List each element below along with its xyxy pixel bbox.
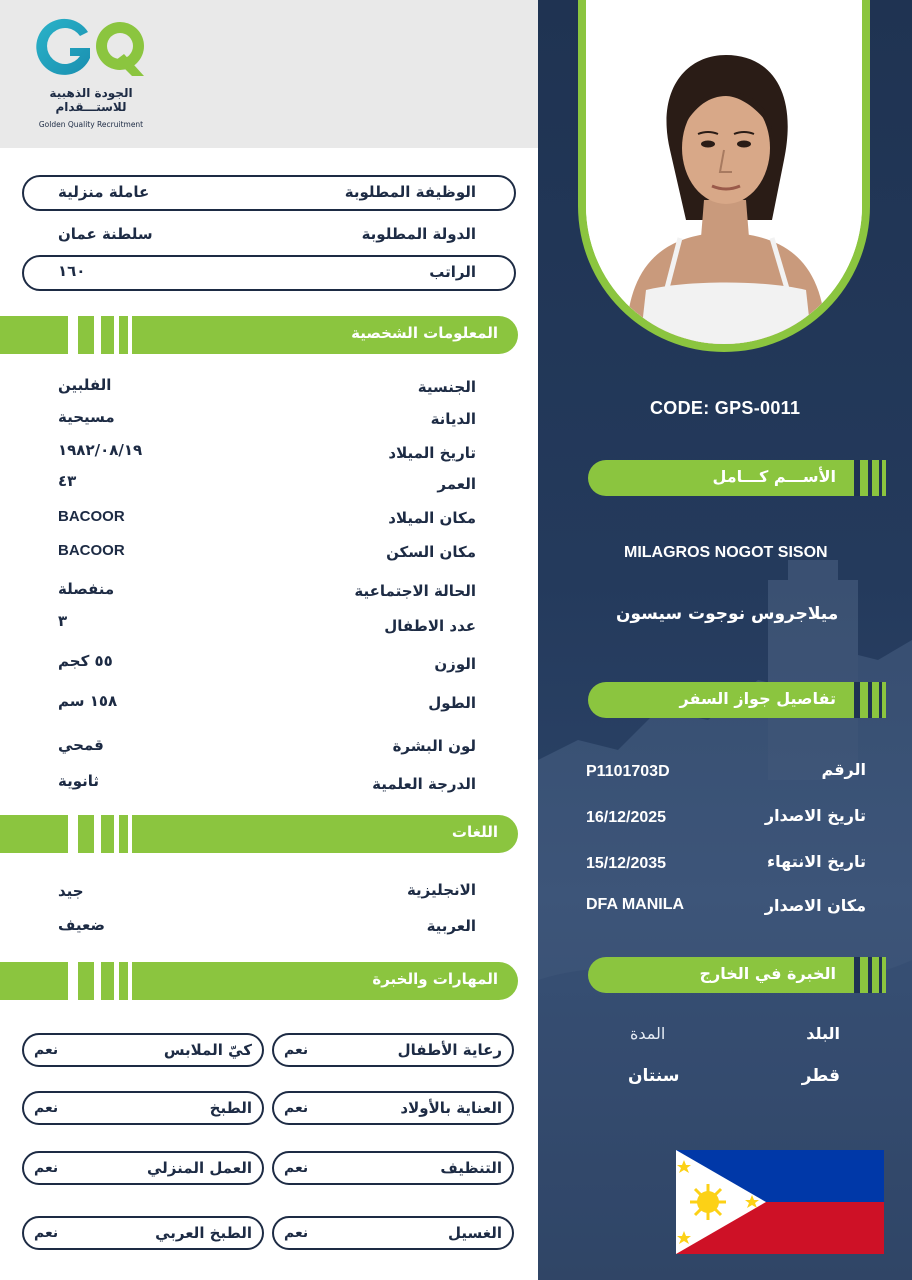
candidate-name-english: MILAGROS NOGOT SISON xyxy=(624,544,828,561)
job-country-label: الدولة المطلوبة xyxy=(361,225,476,243)
skill-value: نعم xyxy=(34,1100,59,1116)
skill-value: نعم xyxy=(34,1042,59,1058)
personal-info-header xyxy=(0,316,518,354)
experience-country-header: البلد xyxy=(806,1024,840,1043)
candidate-name-arabic: ميلاجروس نوجوت سيسون xyxy=(616,604,839,624)
age-value: ٤٣ xyxy=(58,472,77,490)
weight-value: ٥٥ كجم xyxy=(58,652,113,670)
dob-value: ١٩٨٢/٠٨/١٩ xyxy=(58,441,143,459)
skill-name: الطبخ العربي xyxy=(155,1224,252,1242)
skill-name: التنظيف xyxy=(440,1159,502,1177)
job-position-label: الوظيفة المطلوبة xyxy=(344,183,476,201)
experience-duration-header: المدة xyxy=(630,1024,666,1043)
passport-issue-label: تاريخ الاصدار xyxy=(764,806,866,825)
personal-info-title: المعلومات الشخصية xyxy=(351,324,498,342)
skill-item xyxy=(22,1033,264,1067)
nationality-label: الجنسية xyxy=(417,378,476,396)
marital-status-label: الحالة الاجتماعية xyxy=(354,582,476,600)
passport-expiry-value: 15/12/2035 xyxy=(586,855,667,872)
passport-number-label: الرقم xyxy=(821,760,866,779)
religion-label: الديانة xyxy=(430,410,476,428)
residence-value: BACOOR xyxy=(58,542,125,559)
candidate-photo xyxy=(586,0,862,344)
experience-duration-value: سنتان xyxy=(628,1066,680,1086)
skill-item xyxy=(22,1151,264,1185)
skill-value: نعم xyxy=(284,1042,309,1058)
portrait-icon xyxy=(586,0,862,344)
passport-header xyxy=(588,682,886,718)
logo-english-text: Golden Quality Recruitment xyxy=(38,120,144,129)
religion-value: مسيحية xyxy=(58,408,115,426)
passport-issue-value: 16/12/2025 xyxy=(586,809,667,826)
skill-item xyxy=(272,1216,514,1250)
skill-value: نعم xyxy=(284,1100,309,1116)
candidate-code: CODE: GPS-0011 xyxy=(650,398,801,418)
passport-number-value: P1101703D xyxy=(586,763,670,780)
skill-value: نعم xyxy=(34,1160,59,1176)
skin-color-label: لون البشرة xyxy=(392,737,476,755)
skill-name: الغسيل xyxy=(447,1224,502,1242)
skill-value: نعم xyxy=(34,1225,59,1241)
gq-logo-icon xyxy=(36,14,148,84)
english-label: الانجليزية xyxy=(406,881,476,899)
skill-name: العناية بالأولاد xyxy=(400,1099,502,1117)
passport-expiry-label: تاريخ الانتهاء xyxy=(766,852,866,871)
children-value: ٣ xyxy=(58,612,68,630)
skill-item xyxy=(272,1151,514,1185)
skills-header xyxy=(0,962,518,1000)
nationality-value: الفلبين xyxy=(58,376,112,394)
philippines-flag-icon xyxy=(676,1150,884,1254)
height-label: الطول xyxy=(428,694,476,712)
dob-label: تاريخ الميلاد xyxy=(388,444,476,462)
experience-country-value: قطر xyxy=(801,1066,840,1086)
english-value: جيد xyxy=(58,882,84,900)
skill-value: نعم xyxy=(284,1225,309,1241)
skill-item xyxy=(22,1216,264,1250)
languages-header xyxy=(0,815,518,853)
skill-name: الطبخ xyxy=(209,1099,252,1117)
children-label: عدد الاطفال xyxy=(384,617,476,635)
logo-arabic-text: الجودة الذهبية للاستـــقدام xyxy=(49,86,133,114)
age-label: العمر xyxy=(437,475,476,493)
weight-label: الوزن xyxy=(434,655,476,673)
skill-item xyxy=(272,1033,514,1067)
education-value: ثانوية xyxy=(58,772,100,790)
fullname-title: الأســـم كـــامل xyxy=(712,467,836,486)
height-value: ١٥٨ سم xyxy=(58,692,118,710)
logo-area xyxy=(0,0,538,148)
photo-frame xyxy=(578,0,870,352)
birthplace-value: BACOOR xyxy=(58,508,125,525)
profile-panel xyxy=(538,0,912,1280)
skill-name: العمل المنزلي xyxy=(147,1159,252,1177)
residence-label: مكان السكن xyxy=(386,543,476,561)
skill-value: نعم xyxy=(284,1160,309,1176)
passport-place-label: مكان الاصدار xyxy=(764,896,866,915)
arabic-value: ضعيف xyxy=(58,916,105,934)
salary-value: ١٦٠ xyxy=(58,262,86,280)
experience-title: الخبرة في الخارج xyxy=(699,964,836,983)
education-label: الدرجة العلمية xyxy=(372,775,476,793)
skill-name: رعاية الأطفال xyxy=(397,1041,502,1059)
skill-name: كيّ الملابس xyxy=(163,1041,252,1059)
arabic-label: العربية xyxy=(426,917,476,935)
skill-item xyxy=(272,1091,514,1125)
languages-title: اللغات xyxy=(451,823,498,841)
birthplace-label: مكان الميلاد xyxy=(388,509,476,527)
fullname-header xyxy=(588,460,886,496)
job-country-value: سلطنة عمان xyxy=(58,225,153,243)
skills-title: المهارات والخبرة xyxy=(372,970,498,988)
passport-title: تفاصيل جواز السفر xyxy=(679,689,836,708)
job-position-value: عاملة منزلية xyxy=(58,183,150,201)
skill-item xyxy=(22,1091,264,1125)
salary-label: الراتب xyxy=(429,263,476,281)
skin-color-value: قمحي xyxy=(58,736,104,754)
marital-status-value: منفصلة xyxy=(58,580,115,598)
passport-place-value: DFA MANILA xyxy=(586,896,685,913)
experience-header xyxy=(588,957,886,993)
